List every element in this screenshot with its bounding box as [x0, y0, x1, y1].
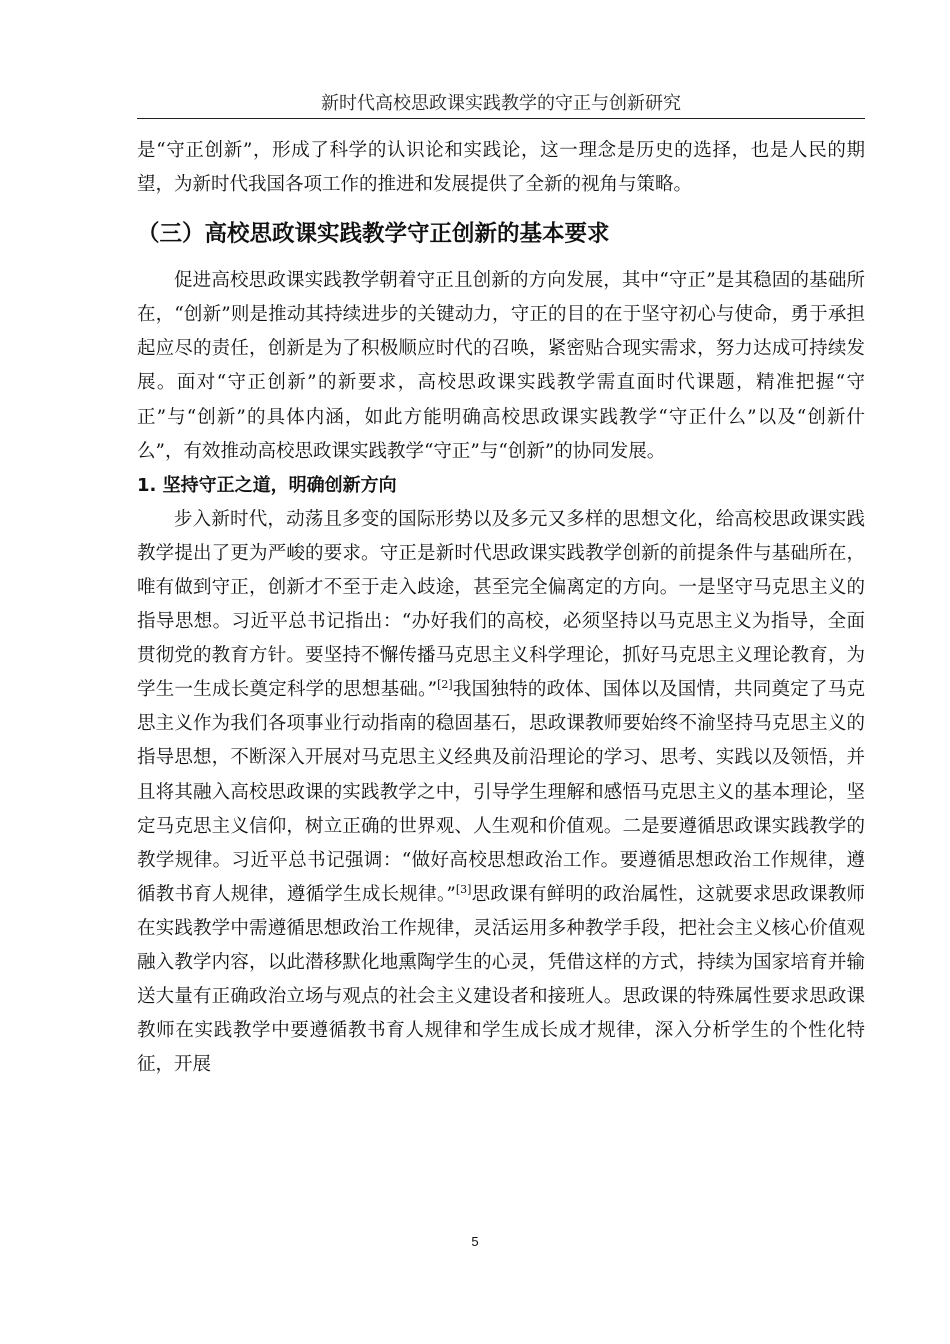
citation-ref: [3]	[455, 882, 472, 896]
paragraph	[137, 503, 865, 1083]
subsection-heading: 1. 坚持守正之道，明确创新方向	[137, 474, 397, 496]
citation-ref: [2]	[437, 678, 453, 692]
paragraph-text: 思政课有鲜明的政治属性，这就要求思政课教师在实践教学中需遵循思想政治工作规律，灵活运用多种教学手段，把社会主义核心价值观融入教学内容，以此潜移默化地熏陶学生的心灵，凭借这样的方式，持续为国家培育并输送大量有正确政治立场与观点的社会主义建设者和接班人。思政课的特殊属性要求思政课教师在实践教学中要遵循教书育人规律和学生成长成才规律，深入分析学生的个性化特征，开展	[137, 883, 865, 1076]
section-heading: （三）高校思政课实践教学守正创新的基本要求	[137, 221, 610, 248]
paragraph: 促进高校思政课实践教学朝着守正且创新的方向发展，其中“守正”是其稳固的基础所在，“创新”则是推动其持续进步的关键动力，守正的目的在于坚守初心与使命，勇于承担起应尽的责任，创新是为了积极顺应时代的召唤，紧密贴合现实需求，努力达成可持续发展。面对“守正创新”的新要求，高校思政课实践教学需直面时代课题，精准把握“守正”与“创新”的具体内涵，如此方能明确高校思政课实践教学“守正什么”以及“创新什么”，有效推动高校思政课实践教学“守正”与“创新”的协同发展。	[137, 270, 865, 462]
page-number: 5	[471, 1234, 479, 1249]
paragraph: 是“守正创新”，形成了科学的认识论和实践论，这一理念是历史的选择，也是人民的期望，为新时代我国各项工作的推进和发展提供了全新的视角与策略。	[137, 140, 865, 196]
paragraph-text: 步入新时代，动荡且多变的国际形势以及多元又多样的思想文化，给高校思政课实践教学提出了更为严峻的要求。守正是新时代思政课实践教学创新的前提条件与基础所在，唯有做到守正，创新才不至于走入歧途，甚至完全偏离定的方向。一是坚守马克思主义的指导思想。习近平总书记指出：“办好我们的高校，必须坚持以马克思主义为指导，全面贯彻党的教育方针。要坚持不懈传播马克思主义科学理论，抓好马克思主义理论教育，为学生一生成长奠定科学的思想基础。”	[137, 508, 865, 701]
paragraph-text: 我国独特的政体、国体以及国情，共同奠定了马克思主义作为我们各项事业行动指南的稳固基石，思政课教师要始终不渝坚持马克思主义的指导思想，不断深入开展对马克思主义经典及前沿理论的学习、思考、实践以及领悟，并且将其融入高校思政课的实践教学之中，引导学生理解和感悟马克思主义的基本理论，坚定马克思主义信仰，树立正确的世界观、人生观和价值观。二是要遵循思政课实践教学的教学规律。习近平总书记强调：“做好高校思想政治工作。要遵循思想政治工作规律，遵循教书育人规律，遵循学生成长规律。”	[137, 679, 865, 905]
page-body	[137, 134, 865, 1082]
running-header: 新时代高校思政课实践教学的守正与创新研究	[137, 93, 865, 119]
